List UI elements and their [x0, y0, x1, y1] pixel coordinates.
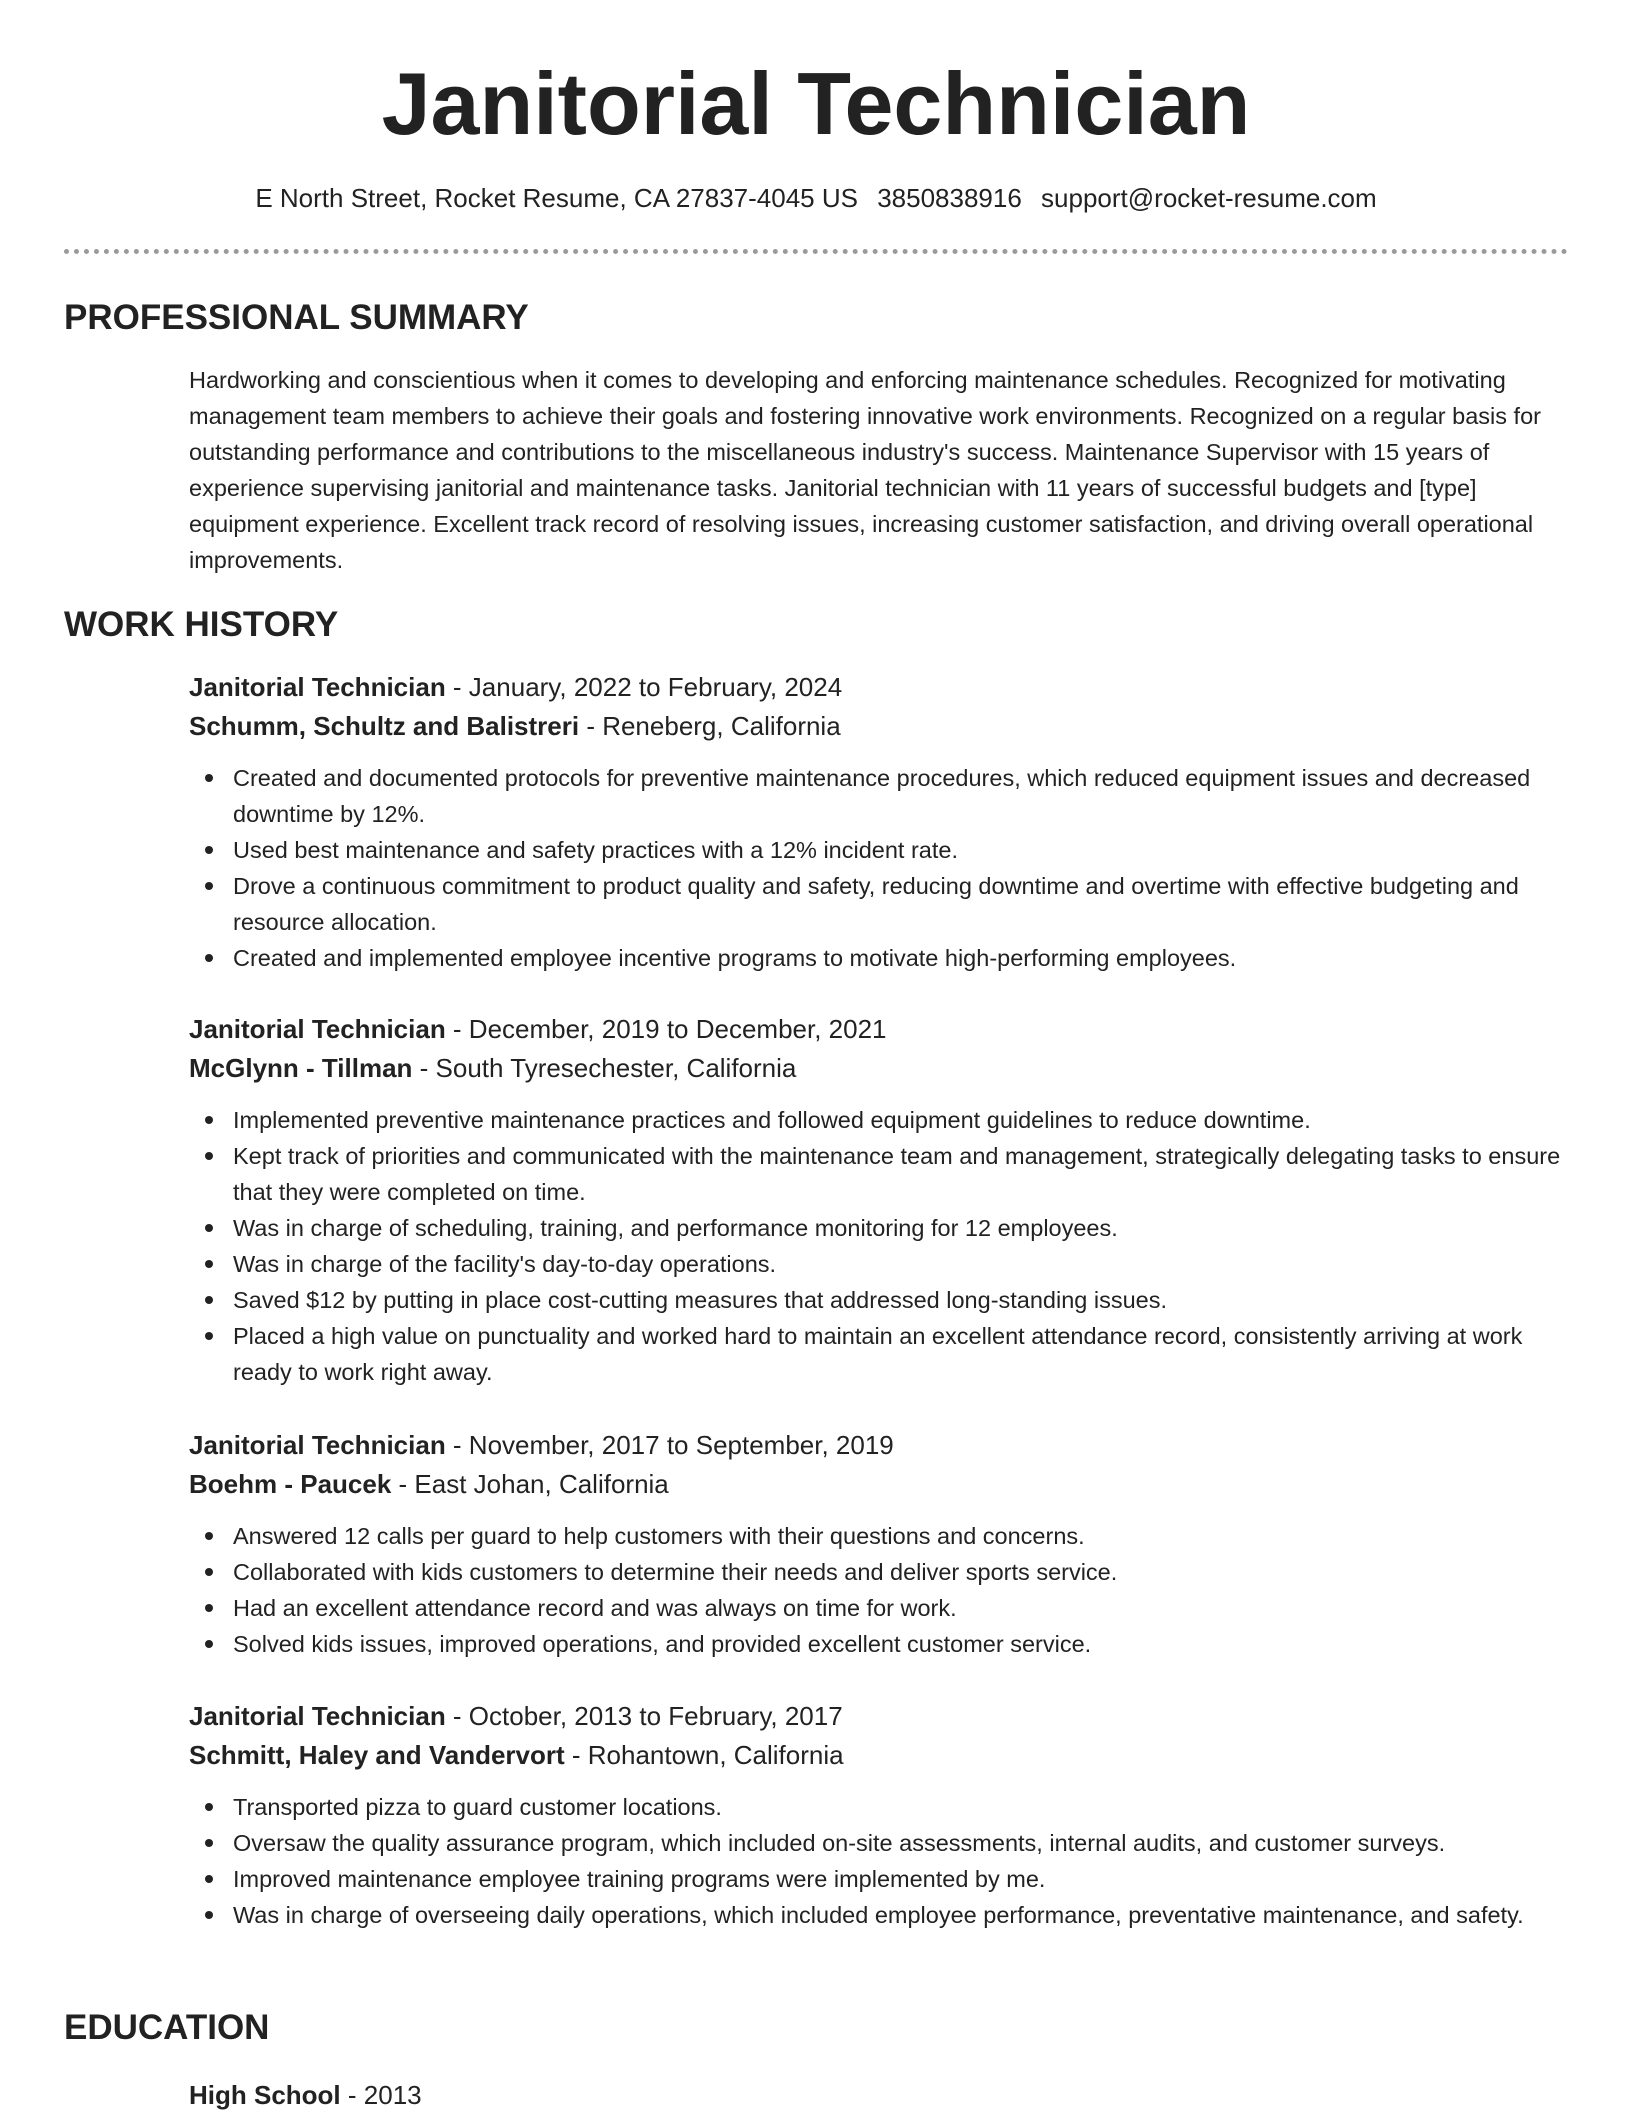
list-item: Implemented preventive maintenance practices and followed equipment guidelines to reduce downtime.: [233, 1102, 1569, 1138]
education-degree: High School: [189, 2080, 341, 2110]
job-role: Janitorial Technician: [189, 1430, 446, 1460]
job-company: Schmitt, Haley and Vandervort: [189, 1740, 565, 1770]
list-item: Improved maintenance employee training programs were implemented by me.: [233, 1861, 1569, 1897]
job-location: - Rohantown, California: [564, 1740, 844, 1770]
job-location: - Reneberg, California: [579, 711, 841, 741]
list-item: Placed a high value on punctuality and worked hard to maintain an excellent attendance record, consistently arriving at work ready to work right away.: [233, 1318, 1569, 1390]
section-title-summary: PROFESSIONAL SUMMARY: [64, 298, 529, 337]
job-role-line: [189, 1697, 1569, 1736]
list-item: Transported pizza to guard customer locations.: [233, 1789, 1569, 1825]
list-item: Was in charge of scheduling, training, and performance monitoring for 12 employees.: [233, 1210, 1569, 1246]
job-bullets: [189, 1518, 1569, 1662]
job-company-line: [189, 1049, 1569, 1088]
job-role: Janitorial Technician: [189, 1014, 446, 1044]
list-item: Was in charge of overseeing daily operations, which included employee performance, preventative maintenance, and safety.: [233, 1897, 1569, 1933]
job-location: - South Tyresechester, California: [412, 1053, 797, 1083]
list-item: Collaborated with kids customers to determine their needs and deliver sports service.: [233, 1554, 1569, 1590]
job-bullets: [189, 1789, 1569, 1933]
job-entry: [189, 1010, 1569, 1390]
job-entry: [189, 668, 1569, 976]
job-company-line: [189, 1736, 1569, 1775]
job-role: Janitorial Technician: [189, 1701, 446, 1731]
contact-phone: 3850838916: [877, 183, 1022, 213]
job-company-line: [189, 707, 1569, 746]
contact-address: E North Street, Rocket Resume, CA 27837-4045 US: [255, 183, 858, 213]
job-location: - East Johan, California: [391, 1469, 669, 1499]
job-dates: - December, 2019 to December, 2021: [445, 1014, 887, 1044]
job-company-line: [189, 1465, 1569, 1504]
list-item: Saved $12 by putting in place cost-cutting measures that addressed long-standing issues.: [233, 1282, 1569, 1318]
list-item: Had an excellent attendance record and was always on time for work.: [233, 1590, 1569, 1626]
job-role-line: [189, 1426, 1569, 1465]
header-divider: [64, 249, 1568, 254]
job-company: McGlynn - Tillman: [189, 1053, 413, 1083]
job-role-line: [189, 1010, 1569, 1049]
list-item: Solved kids issues, improved operations, and provided excellent customer service.: [233, 1626, 1569, 1662]
list-item: Used best maintenance and safety practices with a 12% incident rate.: [233, 832, 1569, 868]
list-item: Was in charge of the facility's day-to-day operations.: [233, 1246, 1569, 1282]
job-entry: [189, 1426, 1569, 1662]
job-dates: - October, 2013 to February, 2017: [445, 1701, 843, 1731]
job-role-line: [189, 668, 1569, 707]
page-title: Janitorial Technician: [381, 54, 1251, 153]
list-item: Created and implemented employee incentive programs to motivate high-performing employees.: [233, 940, 1569, 976]
job-company: Schumm, Schultz and Balistreri: [189, 711, 580, 741]
job-company: Boehm - Paucek: [189, 1469, 392, 1499]
job-dates: - January, 2022 to February, 2024: [445, 672, 843, 702]
education-year: - 2013: [340, 2080, 422, 2110]
job-bullets: [189, 1102, 1569, 1390]
summary-text: Hardworking and conscientious when it comes to developing and enforcing maintenance schedules. Recognized for motivating management team members to achieve their goals and fostering innovative work environments. Recognized on a regular basis for outstanding performance and contributions to the miscellaneous industry's success. Maintenance Supervisor with 15 years of experience supervising janitorial and maintenance tasks. Janitorial technician with 11 years of successful budgets and [type] equipment experience. Excellent track record of resolving issues, increasing customer satisfaction, and driving overall operational improvements.: [189, 367, 1541, 573]
job-bullets: [189, 760, 1569, 976]
list-item: Answered 12 calls per guard to help customers with their questions and concerns.: [233, 1518, 1569, 1554]
list-item: Created and documented protocols for preventive maintenance procedures, which reduced equipment issues and decreased downtime by 12%.: [233, 760, 1569, 832]
job-entry: [189, 1697, 1569, 1933]
job-role: Janitorial Technician: [189, 672, 446, 702]
list-item: Oversaw the quality assurance program, which included on-site assessments, internal audits, and customer surveys.: [233, 1825, 1569, 1861]
list-item: Kept track of priorities and communicated with the maintenance team and management, strategically delegating tasks to ensure that they were completed on time.: [233, 1138, 1569, 1210]
contact-email[interactable]: support@rocket-resume.com: [1041, 183, 1377, 213]
list-item: Drove a continuous commitment to product quality and safety, reducing downtime and overtime with effective budgeting and resource allocation.: [233, 868, 1569, 940]
contact-line: [0, 180, 1632, 216]
job-dates: - November, 2017 to September, 2019: [445, 1430, 894, 1460]
section-title-education: EDUCATION: [64, 2008, 270, 2047]
education-entry: [189, 2076, 422, 2115]
section-title-work-history: WORK HISTORY: [64, 605, 339, 644]
